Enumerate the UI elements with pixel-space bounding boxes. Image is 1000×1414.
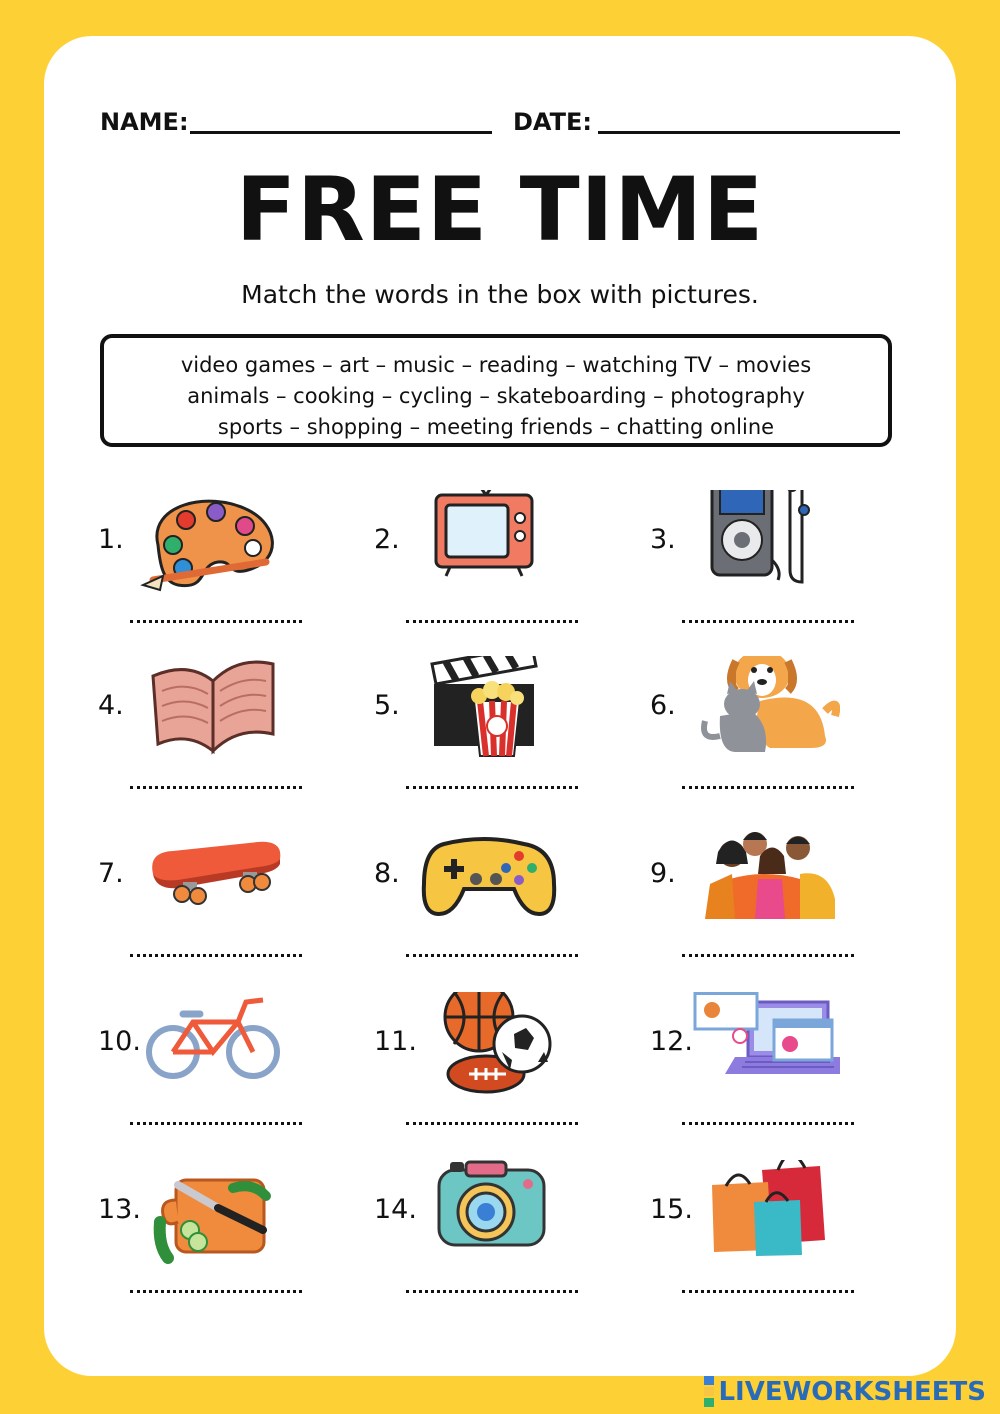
item-number: 9. xyxy=(650,858,676,889)
paint-palette-icon xyxy=(138,490,288,600)
answer-line[interactable] xyxy=(682,1122,854,1125)
answer-line[interactable] xyxy=(406,786,578,789)
camera-icon xyxy=(414,1160,564,1270)
item-number: 13. xyxy=(98,1194,141,1225)
laptop-chat-icon xyxy=(690,992,840,1102)
answer-line[interactable] xyxy=(406,954,578,957)
answer-line[interactable] xyxy=(406,1290,578,1293)
game-controller-icon xyxy=(414,824,564,934)
date-line[interactable] xyxy=(598,131,900,134)
instruction: Match the words in the box with pictures. xyxy=(241,280,759,309)
item-number: 10. xyxy=(98,1026,141,1057)
friends-group-icon xyxy=(690,824,840,934)
item-6 xyxy=(650,666,920,826)
answer-line[interactable] xyxy=(682,620,854,623)
item-3 xyxy=(650,500,920,660)
item-2 xyxy=(374,500,644,660)
brand-text: LIVEWORKSHEETS xyxy=(718,1376,986,1407)
item-12 xyxy=(650,1002,920,1162)
skateboard-icon xyxy=(138,824,288,934)
item-number: 12. xyxy=(650,1026,693,1057)
name-line[interactable] xyxy=(190,131,492,134)
item-10 xyxy=(98,1002,368,1162)
answer-line[interactable] xyxy=(682,954,854,957)
item-number: 8. xyxy=(374,858,400,889)
item-9 xyxy=(650,834,920,994)
sports-balls-icon xyxy=(414,992,564,1102)
item-4 xyxy=(98,666,368,826)
item-number: 14. xyxy=(374,1194,417,1225)
item-number: 2. xyxy=(374,524,400,555)
answer-line[interactable] xyxy=(682,1290,854,1293)
item-5 xyxy=(374,666,644,826)
item-number: 3. xyxy=(650,524,676,555)
answer-line[interactable] xyxy=(130,620,302,623)
word-row: sports – shopping – meeting friends – chatting online xyxy=(217,415,775,439)
answer-line[interactable] xyxy=(682,786,854,789)
bicycle-icon xyxy=(138,992,288,1102)
date-label: DATE: xyxy=(513,108,592,136)
item-number: 7. xyxy=(98,858,124,889)
name-label: NAME: xyxy=(100,108,189,136)
page-title: FREE TIME xyxy=(235,158,765,261)
item-14 xyxy=(374,1170,644,1330)
music-player-icon xyxy=(690,490,840,600)
word-row: video games – art – music – reading – watching TV – movies xyxy=(180,353,812,377)
item-number: 4. xyxy=(98,690,124,721)
answer-line[interactable] xyxy=(130,954,302,957)
answer-line[interactable] xyxy=(406,1122,578,1125)
item-number: 11. xyxy=(374,1026,417,1057)
answer-line[interactable] xyxy=(130,1122,302,1125)
item-7 xyxy=(98,834,368,994)
word-row: animals – cooking – cycling – skateboarding – photography xyxy=(187,384,805,408)
item-13 xyxy=(98,1170,368,1330)
cutting-board-icon xyxy=(138,1160,288,1270)
item-15 xyxy=(650,1170,920,1330)
answer-line[interactable] xyxy=(406,620,578,623)
open-book-icon xyxy=(138,656,288,766)
tv-icon xyxy=(414,490,564,600)
item-number: 1. xyxy=(98,524,124,555)
item-number: 6. xyxy=(650,690,676,721)
clapper-popcorn-icon xyxy=(414,656,564,766)
answer-line[interactable] xyxy=(130,1290,302,1293)
item-number: 5. xyxy=(374,690,400,721)
item-11 xyxy=(374,1002,644,1162)
logo-blocks-icon xyxy=(704,1375,714,1408)
shopping-bags-icon xyxy=(690,1160,840,1270)
dog-cat-icon xyxy=(690,656,840,766)
word-box xyxy=(100,334,892,447)
item-8 xyxy=(374,834,644,994)
item-number: 15. xyxy=(650,1194,693,1225)
item-1 xyxy=(98,500,368,660)
answer-line[interactable] xyxy=(130,786,302,789)
liveworksheets-logo[interactable] xyxy=(704,1375,986,1408)
